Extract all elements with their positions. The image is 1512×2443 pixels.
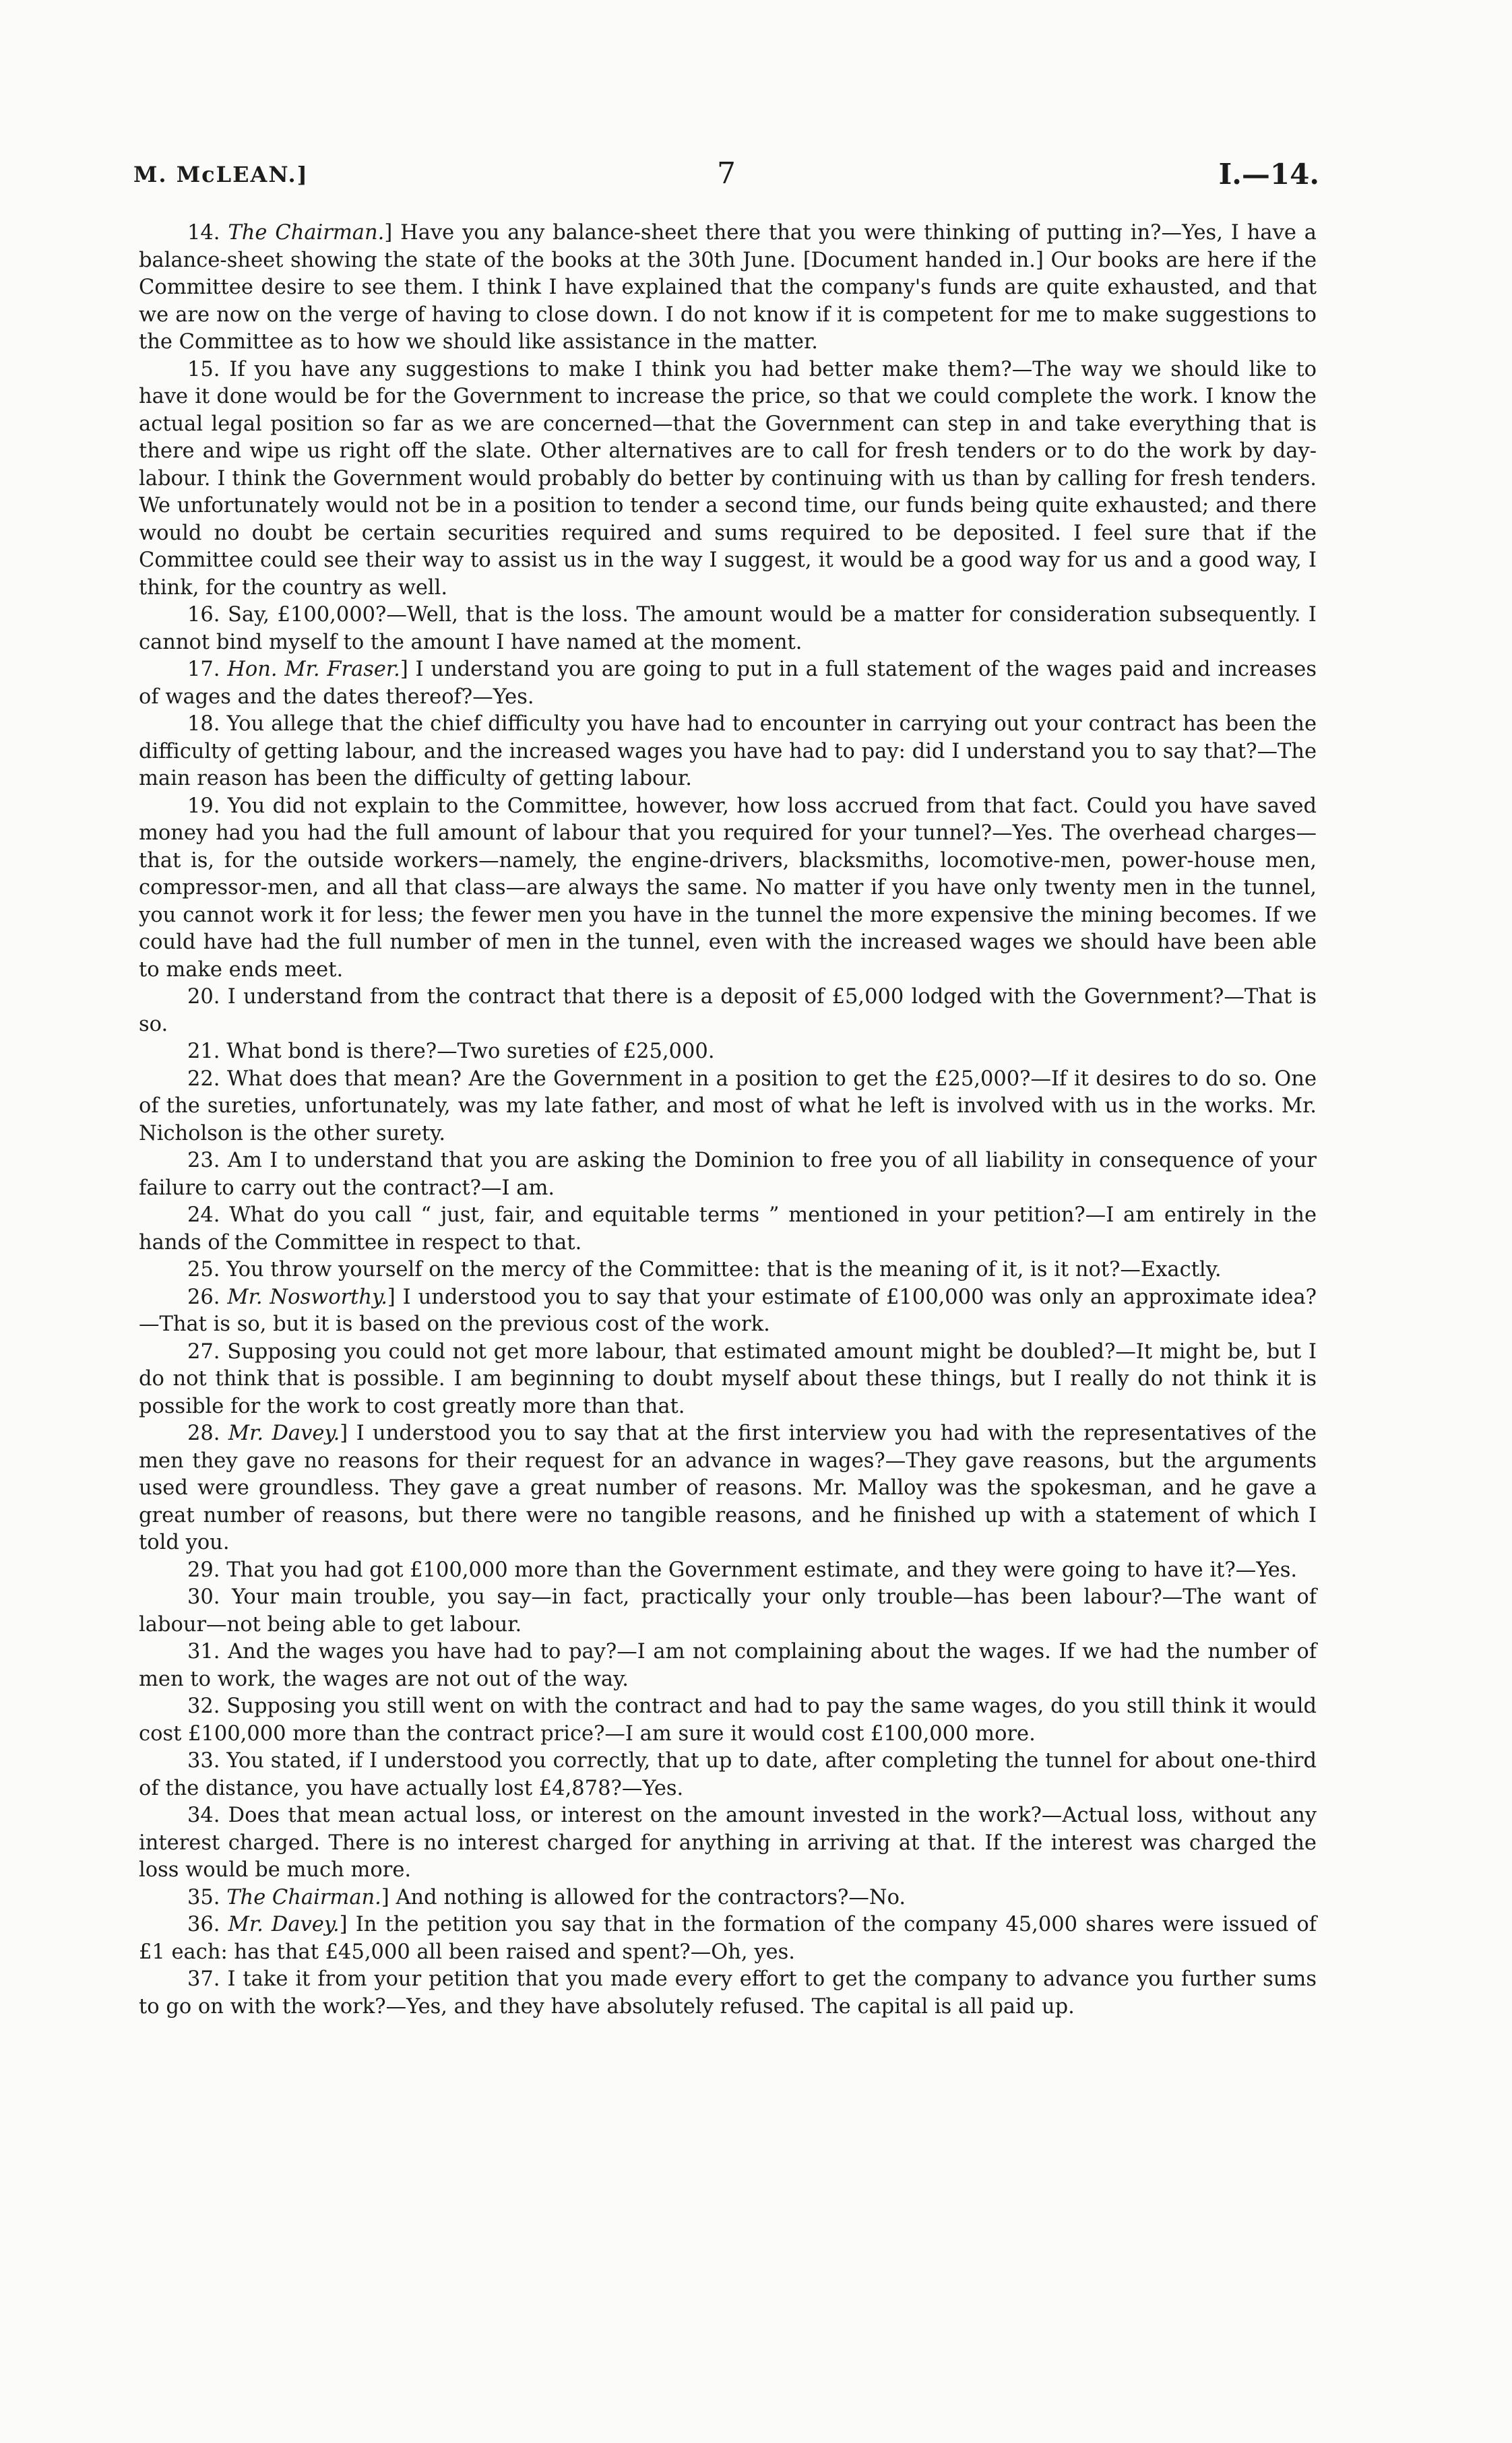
question-number: 16. <box>187 603 228 627</box>
question-paragraph <box>139 1202 1317 1257</box>
question-number: 34. <box>187 1804 228 1827</box>
question-text: I understand from the contract that there is a deposit of £5,000 lodged with the Government?—That is so. <box>139 985 1317 1036</box>
question-paragraph <box>139 1147 1317 1202</box>
question-text: What do you call “ just, fair, and equitable terms ” mentioned in your petition?—I am entirely in the hands of the Committee in respect to that. <box>139 1203 1317 1255</box>
question-text: ] I understand you are going to put in a full statement of the wages paid and increases of wages and the dates thereof?—Yes. <box>139 658 1317 709</box>
question-text: You throw yourself on the mercy of the Committee: that is the meaning of it, is it not?—Exactly. <box>226 1258 1222 1281</box>
question-text: ] In the petition you say that in the formation of the company 45,000 shares were issued of £1 each: has that £45,000 all been raised and spent?—Oh, yes. <box>139 1913 1317 1964</box>
question-number: 25. <box>187 1258 227 1281</box>
question-text: You did not explain to the Committee, however, how loss accrued from that fact. Could you have saved money had you had the full amount of labour that you required for your tunnel?—Yes. The overhead charges—that is, for the outside workers—namely, the engine-drivers, blacksmiths, locomotive-men, power-house men, compressor-men, and all that class—are always the same. No matter if you have only twenty men in the tunnel, you cannot work it for less; the fewer men you have in the tunnel the more expensive the mining becomes. If we could have had the full number of men in the tunnel, even with the increased wages we should have been able to make ends meet. <box>139 794 1317 982</box>
question-text: Am I to understand that you are asking the Dominion to free you of all liability in consequence of your failure to carry out the contract?—I am. <box>139 1149 1317 1200</box>
question-number: 21. <box>187 1040 227 1063</box>
question-number: 36. <box>187 1913 228 1936</box>
question-text: That you had got £100,000 more than the Government estimate, and they were going to have it?—Yes. <box>226 1558 1298 1582</box>
question-paragraph <box>139 1748 1317 1802</box>
question-number: 26. <box>187 1285 228 1309</box>
question-number: 28. <box>187 1422 228 1445</box>
question-paragraph <box>139 1693 1317 1748</box>
question-text: You stated, if I understood you correctly, that up to date, after completing the tunnel for about one-third of the distance, you have actually lost £4,878?—Yes. <box>139 1749 1317 1800</box>
question-text: What bond is there?—Two sureties of £25,000. <box>226 1040 715 1063</box>
question-number: 22. <box>187 1067 228 1091</box>
question-paragraph <box>139 793 1317 984</box>
question-number: 18. <box>187 712 227 736</box>
question-number: 19. <box>187 794 228 818</box>
question-text: Supposing you still went on with the contract and had to pay the same wages, do you still think it would cost £100,000 more than the contract price?—I am sure it would cost £100,000 more. <box>139 1694 1317 1746</box>
question-number: 27. <box>187 1339 228 1364</box>
question-paragraph <box>139 602 1317 656</box>
question-number: 30. <box>187 1585 232 1609</box>
question-number: 24. <box>187 1203 230 1227</box>
question-text: Say, £100,000?—Well, that is the loss. The amount would be a matter for consideration subsequently. I cannot bind myself to the amount I have named at the moment. <box>139 603 1317 654</box>
question-text: ] Have you any balance-sheet there that you were thinking of putting in?—Yes, I have a balance-sheet showing the state of the books at the 30th June. [Document handed in.] Our books are here if the Committee desire to see them. I think I have explained that the company's funds are quite exhausted, and that we are now on the verge of having to close down. I do not know if it is competent for me to make suggestions to the Committee as to how we should like assistance in the matter. <box>139 221 1317 354</box>
question-paragraph <box>139 1284 1317 1339</box>
question-paragraph <box>139 1420 1317 1557</box>
question-paragraph <box>139 1911 1317 1966</box>
question-paragraph <box>139 220 1317 356</box>
question-number: 31. <box>187 1640 228 1663</box>
page-header <box>133 156 1319 197</box>
question-number: 15. <box>187 357 230 381</box>
question-paragraph <box>139 1802 1317 1884</box>
question-number: 35. <box>187 1885 227 1909</box>
question-paragraph <box>139 1038 1317 1066</box>
question-paragraph <box>139 1257 1317 1284</box>
question-text: ] I understood you to say that at the first interview you had with the representatives of the men they gave no reasons for their request for an advance in wages?—They gave reasons, but the arguments used were groundless. They gave a great number of reasons. Mr. Malloy was the spokesman, and he gave a great number of reasons, but there were no tangible reasons, and he finished up with a statement of which I told you. <box>139 1422 1317 1554</box>
question-number: 20. <box>187 985 228 1009</box>
question-paragraph <box>139 656 1317 711</box>
question-paragraph <box>139 1884 1317 1912</box>
speaker-name: The Chairman. <box>228 221 385 245</box>
question-number: 17. <box>187 658 228 681</box>
question-paragraph <box>139 1339 1317 1421</box>
question-number: 23. <box>187 1149 228 1172</box>
question-paragraph <box>139 356 1317 602</box>
witness-name: M. McLEAN.] <box>133 162 309 187</box>
question-paragraph <box>139 1584 1317 1639</box>
question-number: 37. <box>187 1967 228 1991</box>
paper-reference: I.—14. <box>1218 158 1319 191</box>
speaker-name: Mr. Davey. <box>228 1913 340 1936</box>
question-number: 14. <box>187 221 228 245</box>
question-text: ] I understood you to say that your estimate of £100,000 was only an approximate idea?—That is so, but it is based on the previous cost of the work. <box>139 1285 1317 1336</box>
evidence-body <box>139 220 1317 2021</box>
question-text: If you have any suggestions to make I think you had better make them?—The way we should like to have it done would be for the Government to increase the price, so that we could complete the work. I know the actual legal position so far as we are concerned—that the Government can step in and take everything that is there and wipe us right off the slate. Other alternatives are to call for fresh tenders or to do the work by day-labour. I think the Government would probably do better by continuing with us than by calling for fresh tenders. We unfortunately would not be in a position to tender a second time, our funds being quite exhausted; and there would no doubt be certain securities required and sums required to be deposited. I feel sure that if the Committee could see their way to assist us in the way I suggest, it would be a good way for us and a good way, I think, for the country as well. <box>139 357 1317 600</box>
question-text: ] And nothing is allowed for the contractors?—No. <box>381 1885 906 1909</box>
page-number: 7 <box>717 156 736 191</box>
speaker-name: Mr. Nosworthy. <box>227 1285 387 1309</box>
question-paragraph <box>139 1639 1317 1693</box>
question-text: Your main trouble, you say—in fact, practically your only trouble—has been labour?—The want of labour—not being able to get labour. <box>139 1585 1317 1637</box>
question-text: You allege that the chief difficulty you have had to encounter in carrying out your contract has been the difficulty of getting labour, and the increased wages you have had to pay: did I understand you to say that?—The main reason has been the difficulty of getting labour. <box>139 712 1317 790</box>
question-paragraph <box>139 1066 1317 1148</box>
question-text: And the wages you have had to pay?—I am not complaining about the wages. If we had the number of men to work, the wages are not out of the way. <box>139 1640 1317 1691</box>
question-number: 29. <box>187 1558 227 1582</box>
question-paragraph <box>139 984 1317 1038</box>
question-number: 32. <box>187 1694 227 1718</box>
question-paragraph <box>139 711 1317 793</box>
speaker-name: Mr. Davey. <box>228 1422 340 1445</box>
question-text: Does that mean actual loss, or interest on the amount invested in the work?—Actual loss, without any interest charged. There is no interest charged for anything in arriving at that. If the interest was charged the loss would be much more. <box>139 1804 1317 1882</box>
question-paragraph <box>139 1966 1317 2021</box>
question-number: 33. <box>187 1749 227 1773</box>
question-paragraph <box>139 1557 1317 1585</box>
question-text: I take it from your petition that you made every effort to get the company to advance you further sums to go on with the work?—Yes, and they have absolutely refused. The capital is all paid up. <box>139 1967 1317 2019</box>
speaker-name: The Chairman. <box>226 1885 381 1909</box>
question-text: Supposing you could not get more labour, that estimated amount might be doubled?—It might be, but I do not think that is possible. I am beginning to doubt myself about these things, but I really do not think it is possible for the work to cost greatly more than that. <box>139 1339 1317 1418</box>
question-text: What does that mean? Are the Government in a position to get the £25,000?—If it desires to do so. One of the sureties, unfortunately, was my late father, and most of what he left is involved with us in the works. Mr. Nicholson is the other surety. <box>139 1067 1317 1145</box>
speaker-name: Hon. Mr. Fraser. <box>227 658 400 681</box>
